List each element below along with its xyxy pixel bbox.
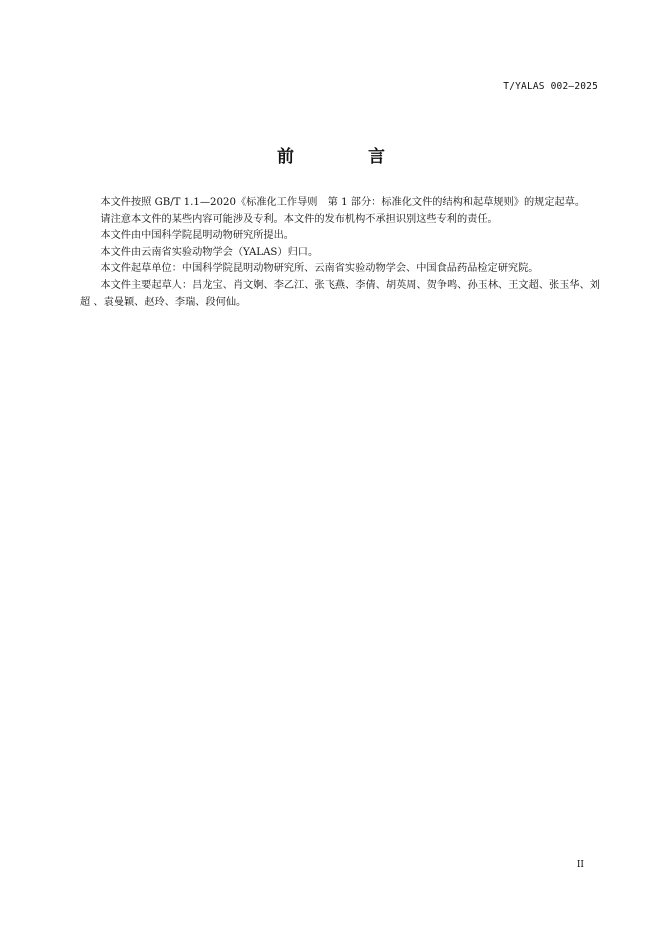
document-code: T/YALAS 002—2025 [503,81,598,92]
paragraph-patent-notice: 请注意本文件的某些内容可能涉及专利。本文件的发布机构不承担识别这些专利的责任。 [100,213,498,225]
page-title: 前 言 [277,147,419,167]
foreword-body [80,195,600,311]
paragraph-drafters: 本文件主要起草人：吕龙宝、肖文婀、李乙江、张飞燕、李倩、胡英周、贺争鸣、孙玉林、王文超、张玉华、刘超 、袁曼颖、赵玲、李瑞、段何仙。 [80,279,600,308]
paragraph-proposer: 本文件由中国科学院昆明动物研究所提出。 [100,230,294,242]
paragraph-drafting-rules: 本文件按照 GB/T 1.1—2020《标准化工作导则 第 1 部分：标准化文件的结构和起草规则》的规定起草。 [100,197,586,208]
paragraph-administrator: 本文件由云南省实验动物学会（YALAS）归口。 [100,246,319,258]
page-number: II [576,860,584,870]
paragraph-drafting-units: 本文件起草单位：中国科学院昆明动物研究所、云南省实验动物学会、中国食品药品检定研究院。 [100,263,539,275]
